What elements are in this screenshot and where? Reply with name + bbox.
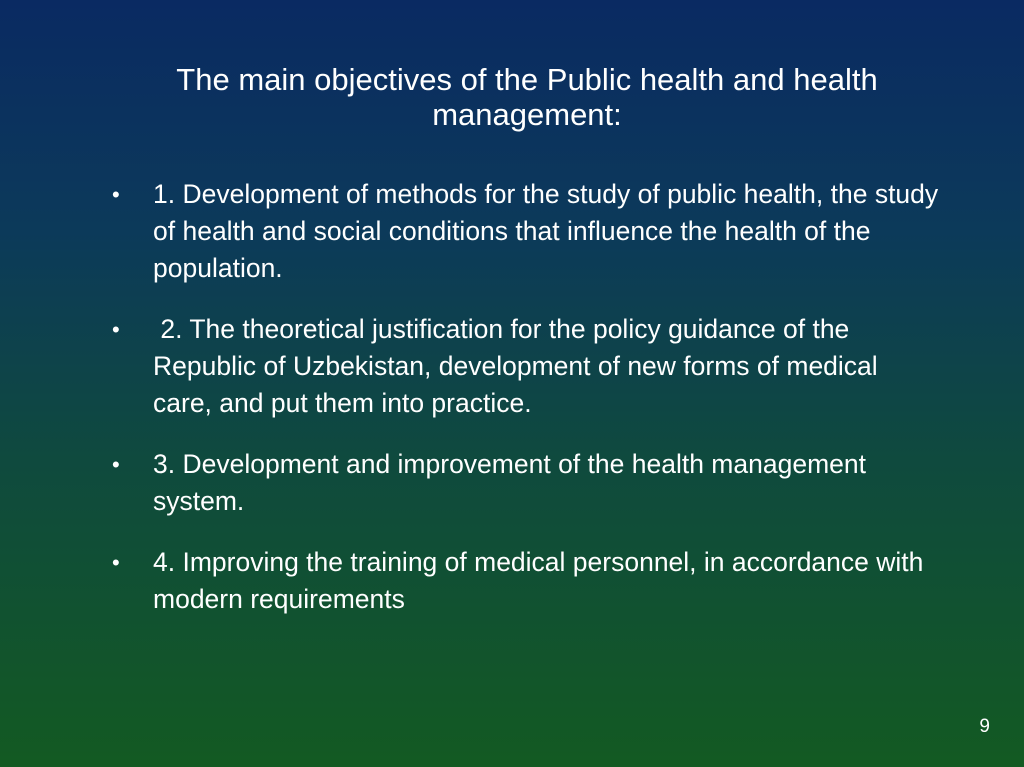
bullet-text: 1. Development of methods for the study of public health, the study of health and social conditions that influence the health of the population. <box>153 179 939 283</box>
bullet-text: 4. Improving the training of medical personnel, in accordance with modern requirements <box>153 547 924 614</box>
bullet-list <box>112 176 942 642</box>
bullet-marker: • <box>112 182 120 207</box>
slide-title: The main objectives of the Public health and health management: <box>176 62 878 132</box>
slide-number: 9 <box>979 716 990 737</box>
bullet-marker: • <box>112 452 120 477</box>
bullet-item <box>112 311 942 422</box>
bullet-text: 3. Development and improvement of the health management system. <box>153 449 866 516</box>
bullet-marker: • <box>112 317 120 342</box>
bullet-text: 2. The theoretical justification for the policy guidance of the Republic of Uzbekistan, development of new forms of medical care, and put them into practice. <box>153 314 886 418</box>
bullet-item <box>112 446 942 520</box>
bullet-item <box>112 544 942 618</box>
bullet-item <box>112 176 942 287</box>
bullet-marker: • <box>112 550 120 575</box>
